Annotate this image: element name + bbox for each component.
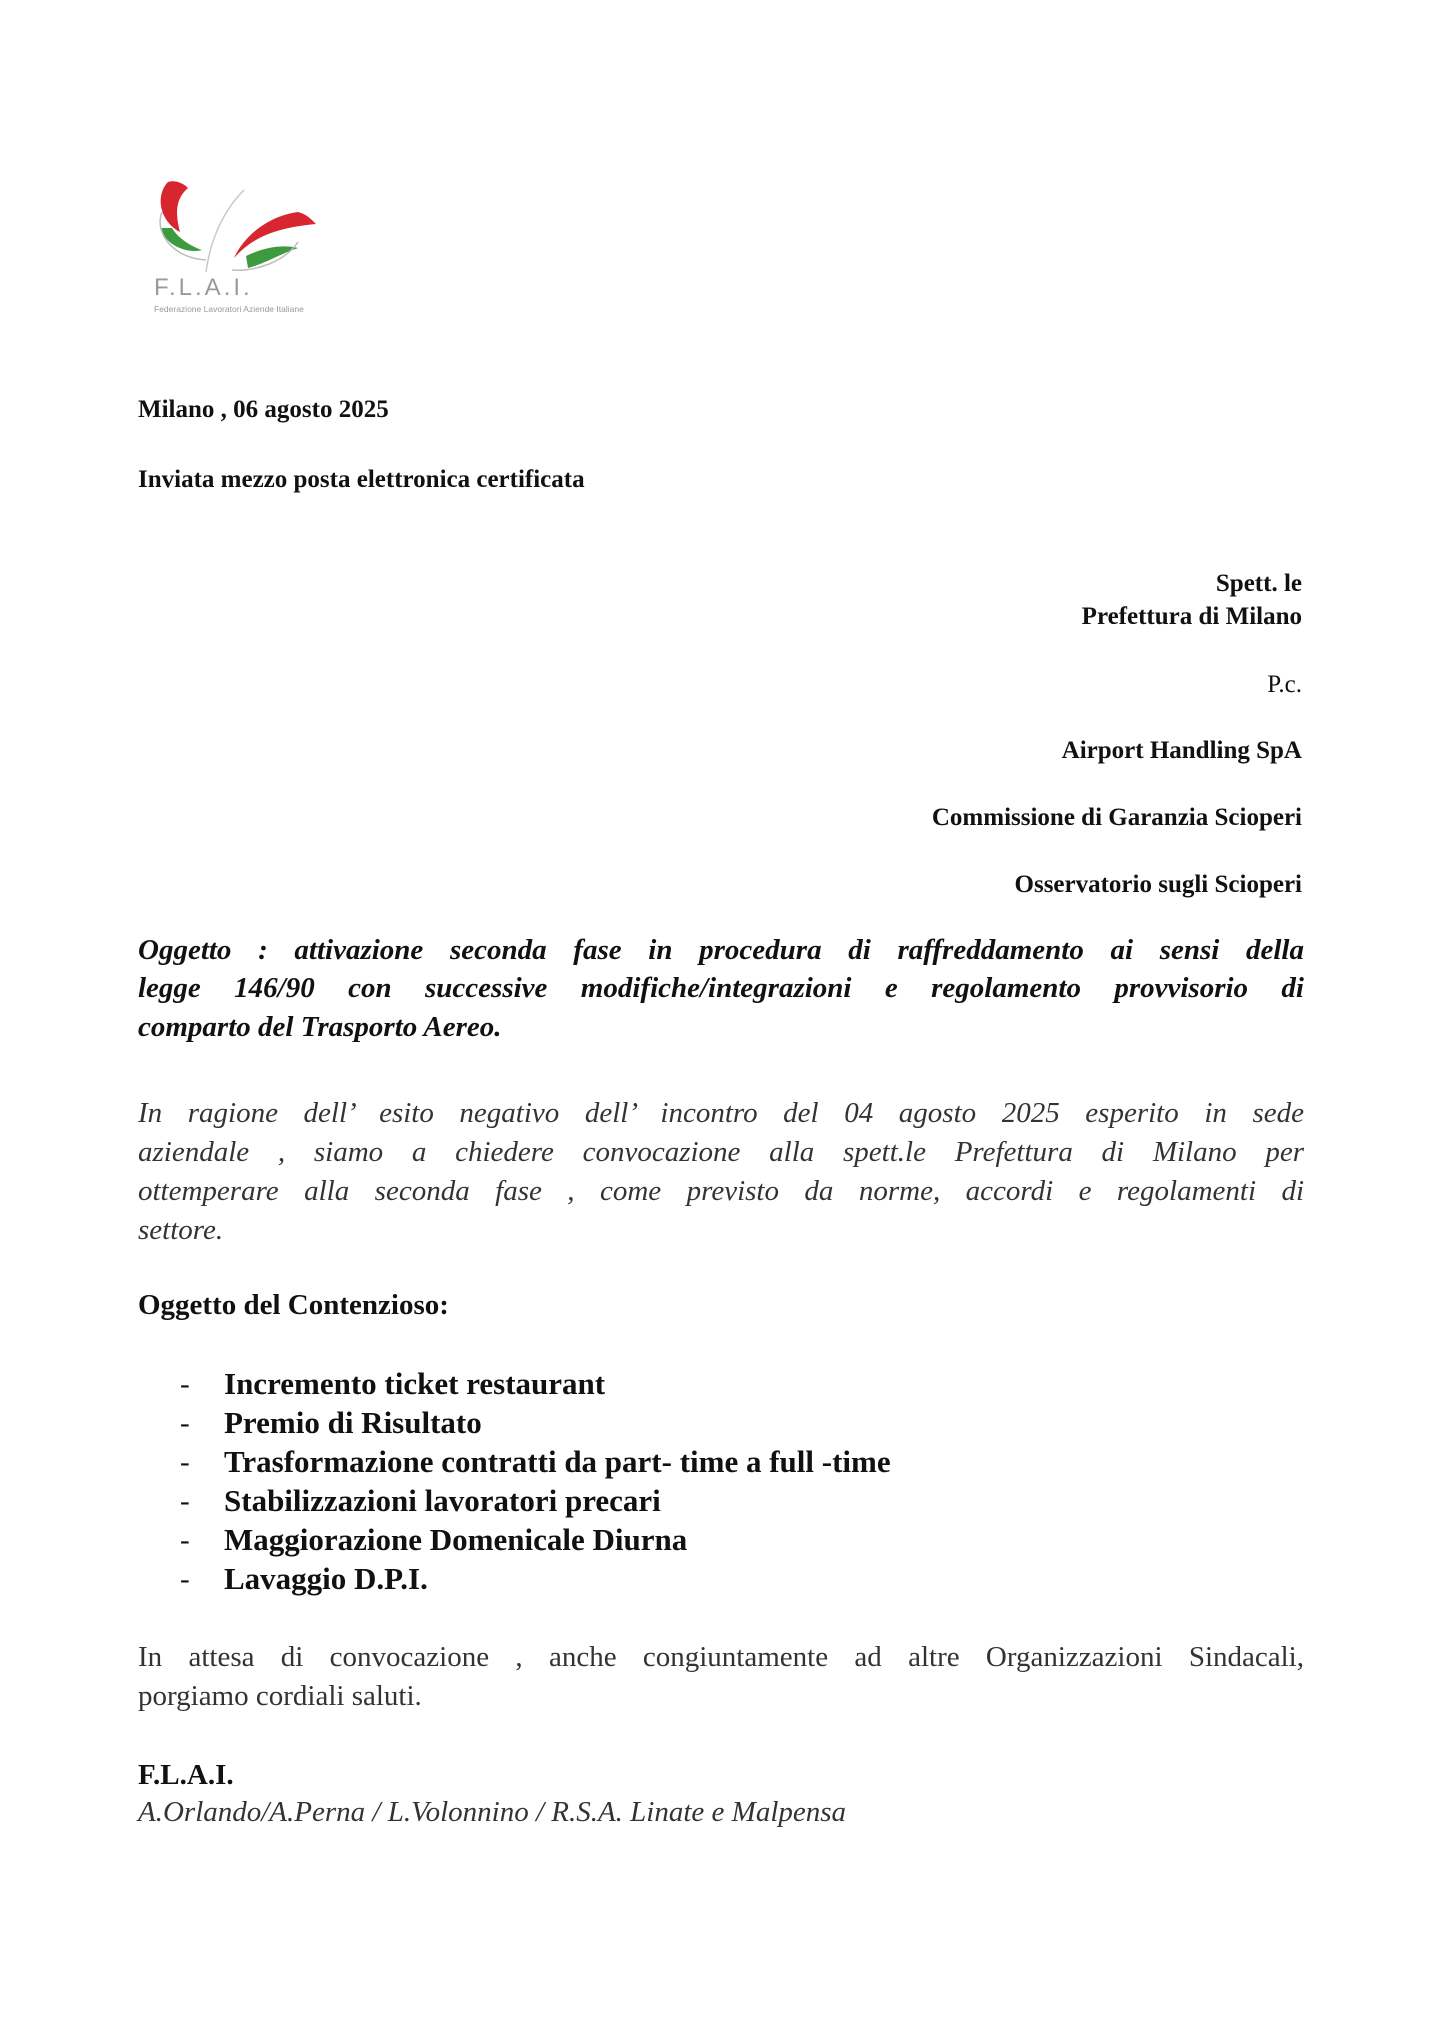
body-line: In ragione dell’ esito negativo dell’ incontro del 04 agosto 2025 esperito in sede <box>138 1097 1304 1129</box>
dispute-item: Incremento ticket restaurant <box>224 1366 606 1401</box>
recipient-greeting: Spett. le <box>1215 570 1302 597</box>
recipient-primary: Prefettura di Milano <box>1081 603 1302 630</box>
subject-line: Oggetto : attivazione seconda fase in procedura di raffreddamento ai sensi della <box>138 934 1304 966</box>
logo-subtitle: Federazione Lavoratori Aziende Italiane <box>154 304 304 314</box>
list-bullet: - <box>180 1563 190 1595</box>
dispute-item: Maggiorazione Domenicale Diurna <box>224 1522 688 1557</box>
logo-title: F.L.A.I. <box>154 274 253 301</box>
cc-recipient: Commissione di Garanzia Scioperi <box>931 804 1302 831</box>
list-bullet: - <box>180 1485 190 1517</box>
list-bullet: - <box>180 1407 190 1439</box>
closing-line: In attesa di convocazione , anche congiuntamente ad altre Organizzazioni Sindacali, <box>138 1641 1304 1673</box>
subject-line: comparto del Trasporto Aereo. <box>138 1011 502 1043</box>
flai-logo <box>148 172 348 322</box>
signature-org: F.L.A.I. <box>138 1759 234 1791</box>
list-bullet: - <box>180 1446 190 1478</box>
body-line: aziendale , siamo a chiedere convocazione alla spett.le Prefettura di Milano per <box>138 1136 1304 1168</box>
list-bullet: - <box>180 1524 190 1556</box>
cc-recipient: Osservatorio sugli Scioperi <box>1014 871 1302 898</box>
list-bullet: - <box>180 1368 190 1400</box>
cc-recipient: Airport Handling SpA <box>1061 737 1302 764</box>
dispute-item: Stabilizzazioni lavoratori precari <box>224 1483 661 1518</box>
date-line: Milano , 06 agosto 2025 <box>138 396 389 423</box>
delivery-line: Inviata mezzo posta elettronica certificata <box>138 466 585 493</box>
subject-line: legge 146/90 con successive modifiche/integrazioni e regolamento provvisorio di <box>138 972 1304 1004</box>
dispute-item: Premio di Risultato <box>224 1405 482 1440</box>
closing-line: porgiamo cordiali saluti. <box>138 1680 422 1712</box>
cc-label: P.c. <box>1267 671 1302 698</box>
body-line: ottemperare alla seconda fase , come previsto da norme, accordi e regolamenti di <box>138 1175 1304 1207</box>
signature-names: A.Orlando/A.Perna / L.Volonnino / R.S.A. Linate e Malpensa <box>138 1796 847 1828</box>
dispute-heading: Oggetto del Contenzioso: <box>138 1289 449 1321</box>
body-line: settore. <box>138 1214 224 1246</box>
dispute-item: Trasformazione contratti da part- time a full -time <box>224 1444 891 1479</box>
dispute-item: Lavaggio D.P.I. <box>224 1561 428 1596</box>
butterfly-logo-icon <box>148 172 348 282</box>
